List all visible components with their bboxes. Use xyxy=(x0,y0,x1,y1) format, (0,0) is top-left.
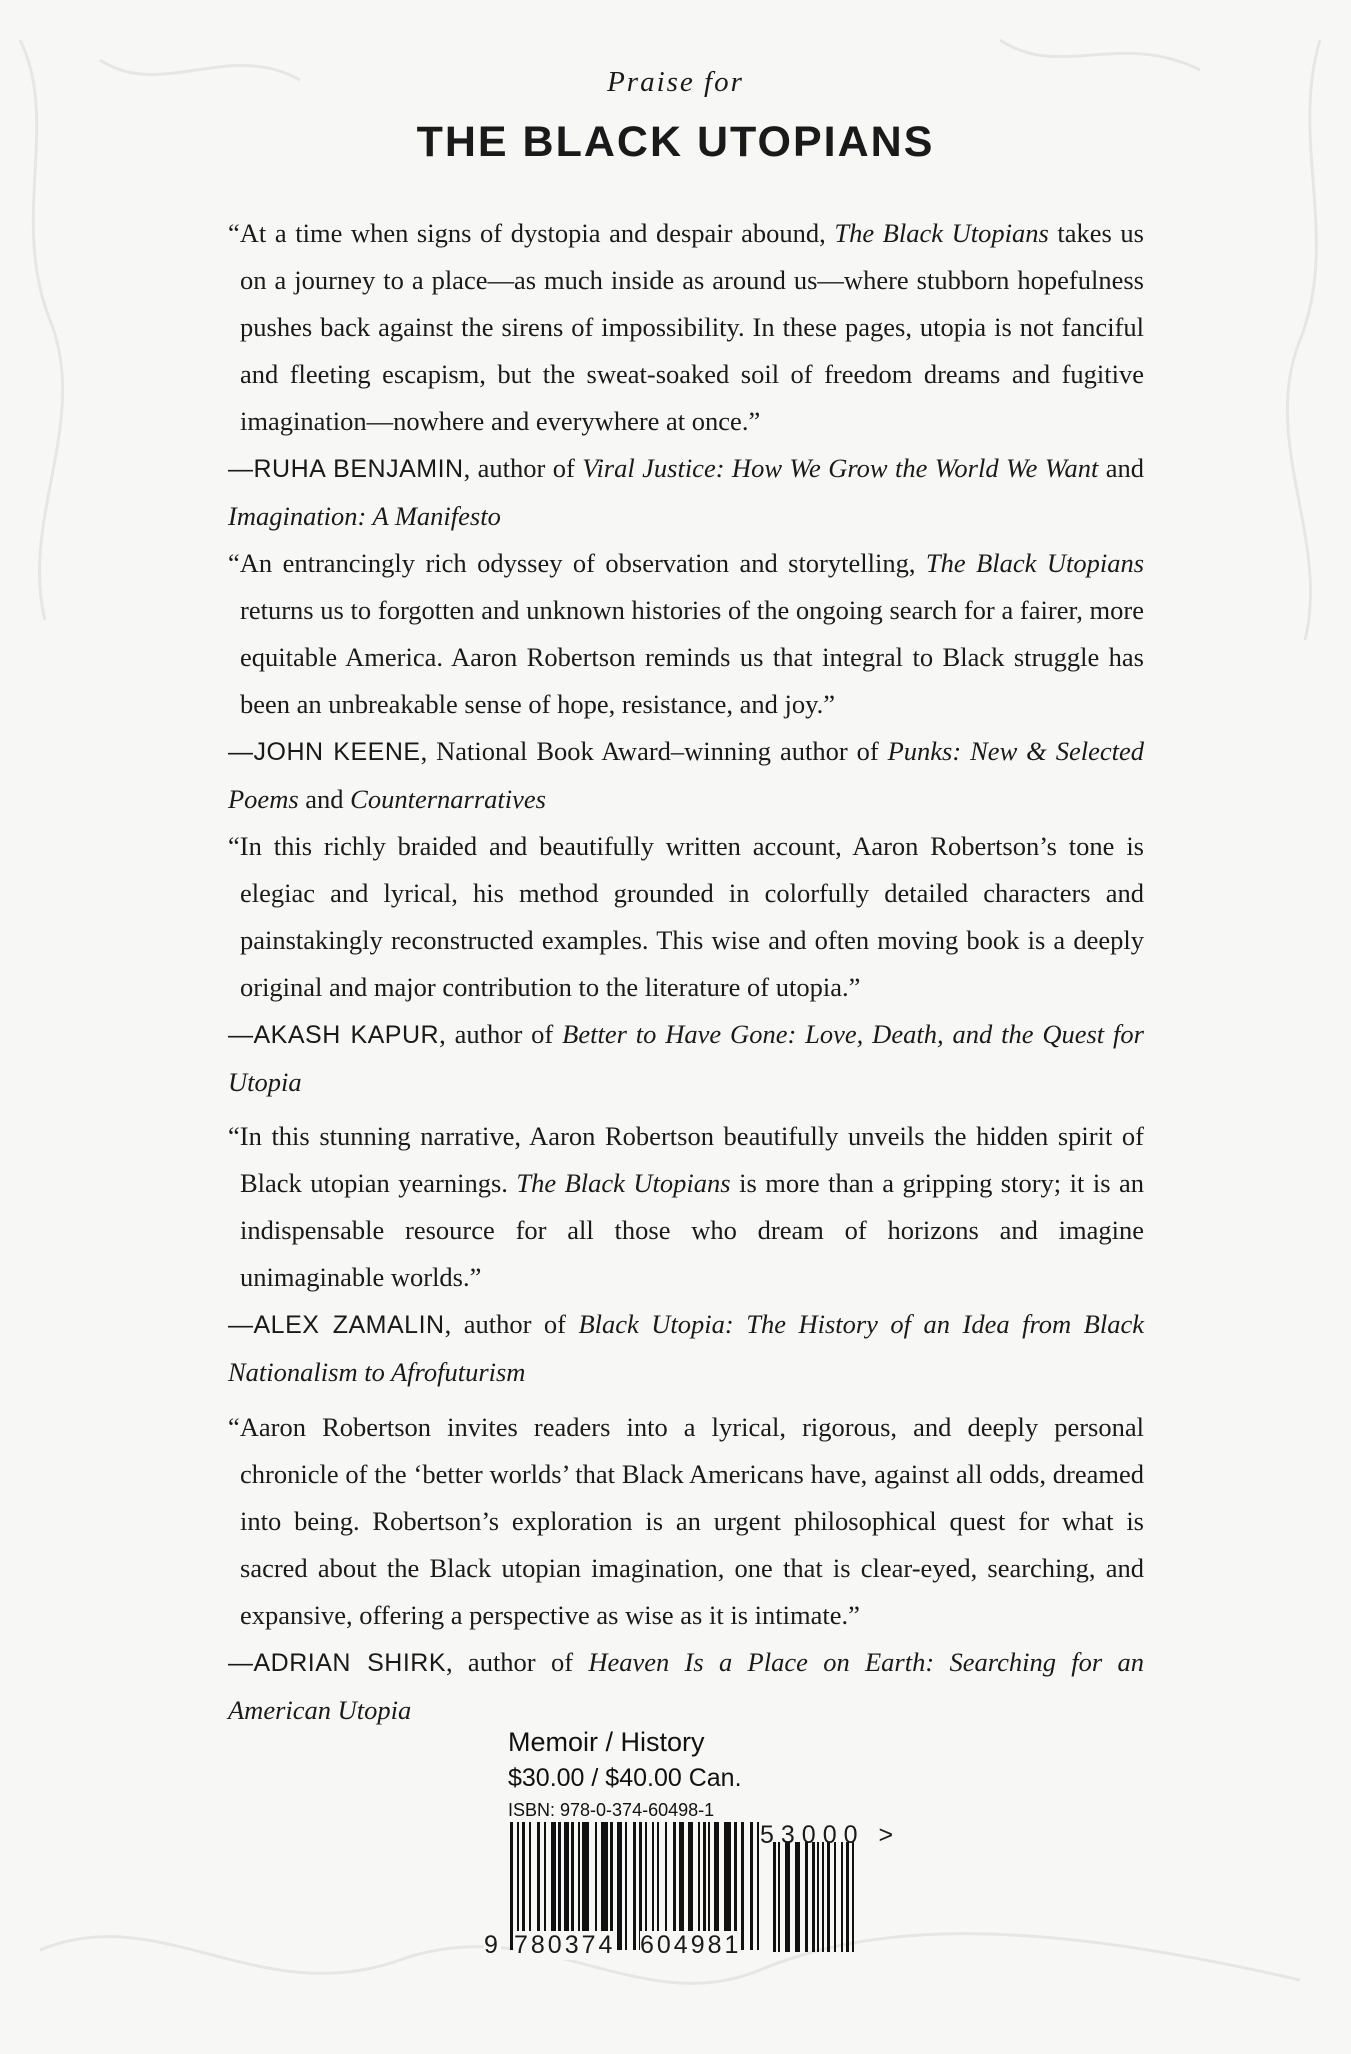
barcode-bar xyxy=(741,1822,744,1950)
book-title: Counternarratives xyxy=(350,784,546,814)
quote-segment: “An entrancingly rich odyssey of observation and storytelling, xyxy=(228,548,926,578)
attribution-segment: and xyxy=(1098,453,1144,483)
quote-segment: “In this stunning narrative, Aaron Robertson beautifully unveils the hidden spirit of Black utopian yearnings. xyxy=(228,1121,1144,1198)
price-barcode-bar xyxy=(785,1842,790,1952)
quote-segment: “At a time when signs of dystopia and despair abound, xyxy=(228,218,835,248)
price-barcode-bar xyxy=(805,1842,808,1952)
barcode-bar xyxy=(633,1822,636,1950)
reviewer-name: —ALEX ZAMALIN xyxy=(228,1311,445,1339)
attribution-segment: and xyxy=(298,784,351,814)
review-quote xyxy=(228,823,1144,1106)
price-barcode-bar xyxy=(846,1842,849,1952)
barcode-lead-digit: 9 xyxy=(484,1931,501,1959)
quote-segment: is more than a gripping story; it is an indispensable resource for all those who dream of horizons and imagine unimaginable worlds.” xyxy=(240,1168,1145,1292)
price-barcode-bar xyxy=(817,1842,819,1952)
barcode-bar xyxy=(510,1822,513,1950)
reviewer-name: —ADRIAN SHIRK xyxy=(228,1649,446,1677)
italic-title: The Black Utopians xyxy=(925,548,1145,578)
book-title-heading: THE BLACK UTOPIANS xyxy=(416,118,935,166)
barcode-bar xyxy=(750,1822,753,1950)
quote-segment: takes us on a journey to a place—as much inside as around us—where stubborn hopefulness pushes back against the sirens of impossibility. In these pages, utopia is not fanciful and fleeting escapism, but the sweat-soaked soil of freedom dreams and fugitive imagination—nowhere and everywhere at once.” xyxy=(240,218,1144,436)
price-barcode-bar xyxy=(773,1842,776,1952)
price-barcode-bar xyxy=(778,1842,780,1952)
barcode-bar xyxy=(757,1822,759,1950)
price-barcode-bar xyxy=(795,1842,800,1952)
price-barcode-bar xyxy=(827,1842,830,1952)
reviewer-name: —AKASH KAPUR xyxy=(228,1021,440,1049)
attribution-segment: , author of xyxy=(446,1647,589,1677)
quote-text xyxy=(228,1113,1145,1301)
italic-title: The Black Utopians xyxy=(516,1168,731,1198)
price-barcode-bar xyxy=(841,1842,843,1952)
quote-attribution xyxy=(228,1301,1144,1396)
reviewer-name: —RUHA BENJAMIN xyxy=(228,455,464,483)
barcode-right-digits: 604981 xyxy=(640,1931,742,1959)
attribution-segment: , National Book Award–winning author of xyxy=(420,736,888,766)
quote-text xyxy=(228,210,1144,445)
quote-text xyxy=(228,823,1144,1011)
price-barcode-bar xyxy=(852,1842,854,1952)
praise-for-label: Praise for xyxy=(607,66,744,98)
book-title: Punks: New & Selected Poems xyxy=(228,736,1145,814)
italic-title: The Black Utopians xyxy=(834,218,1049,248)
price-barcode-bar xyxy=(812,1842,815,1952)
price-label: $30.00 / $40.00 Can. xyxy=(508,1764,742,1792)
price-code-digits: 53000 > xyxy=(760,1821,901,1849)
quote-attribution xyxy=(228,445,1144,540)
barcode-bar xyxy=(617,1822,622,1950)
quote-attribution xyxy=(228,728,1144,823)
barcode-left-digits: 780374 xyxy=(514,1931,616,1959)
book-title: Heaven Is a Place on Earth: Searching for an American Utopia xyxy=(228,1647,1144,1725)
attribution-segment: , author of xyxy=(444,1309,579,1339)
genre-label: Memoir / History xyxy=(508,1727,705,1757)
book-title: Imagination: A Manifesto xyxy=(228,501,501,531)
quote-attribution xyxy=(228,1011,1144,1106)
price-barcode-bar xyxy=(834,1842,836,1952)
quote-attribution xyxy=(228,1639,1144,1734)
quote-text xyxy=(228,540,1145,728)
book-title: Black Utopia: The History of an Idea from Black Nationalism to Afrofuturism xyxy=(228,1309,1144,1387)
barcode-bar xyxy=(625,1822,627,1950)
review-quote xyxy=(228,1404,1144,1734)
review-quote xyxy=(228,540,1145,823)
quote-segment: “Aaron Robertson invites readers into a lyrical, rigorous, and deeply personal chronicle of the ‘better worlds’ that Black Americans have, against all odds, dreamed into being. Robertson’s exploration is an urgent philosophical quest for what is sacred about the Black utopian imagination, one that is clear-eyed, searching, and expansive, offering a perspective as wise as it is intimate.” xyxy=(228,1412,1144,1630)
book-title: Better to Have Gone: Love, Death, and the Quest for Utopia xyxy=(228,1019,1144,1097)
isbn-label: ISBN: 978-0-374-60498-1 xyxy=(508,1800,715,1820)
attribution-segment: , author of xyxy=(463,453,583,483)
retail-info xyxy=(508,1724,742,1822)
quote-text xyxy=(228,1404,1144,1639)
reviewer-name: —JOHN KEENE xyxy=(228,738,421,766)
price-barcode-bar xyxy=(822,1842,824,1952)
review-quote xyxy=(228,210,1144,540)
attribution-segment: , author of xyxy=(439,1019,563,1049)
quote-segment: “In this richly braided and beautifully written account, Aaron Robertson’s tone is elegiac and lyrical, his method grounded in colorfully detailed characters and painstakingly reconstructed examples. This wise and often moving book is a deeply original and major contribution to the literature of utopia.” xyxy=(228,831,1144,1002)
book-title: Viral Justice: How We Grow the World We Want xyxy=(582,453,1099,483)
review-quote xyxy=(228,1113,1145,1396)
quote-segment: returns us to forgotten and unknown histories of the ongoing search for a fairer, more equitable America. Aaron Robertson reminds us that integral to Black struggle has been an unbreakable sense of hope, resistance, and joy.” xyxy=(240,595,1144,719)
